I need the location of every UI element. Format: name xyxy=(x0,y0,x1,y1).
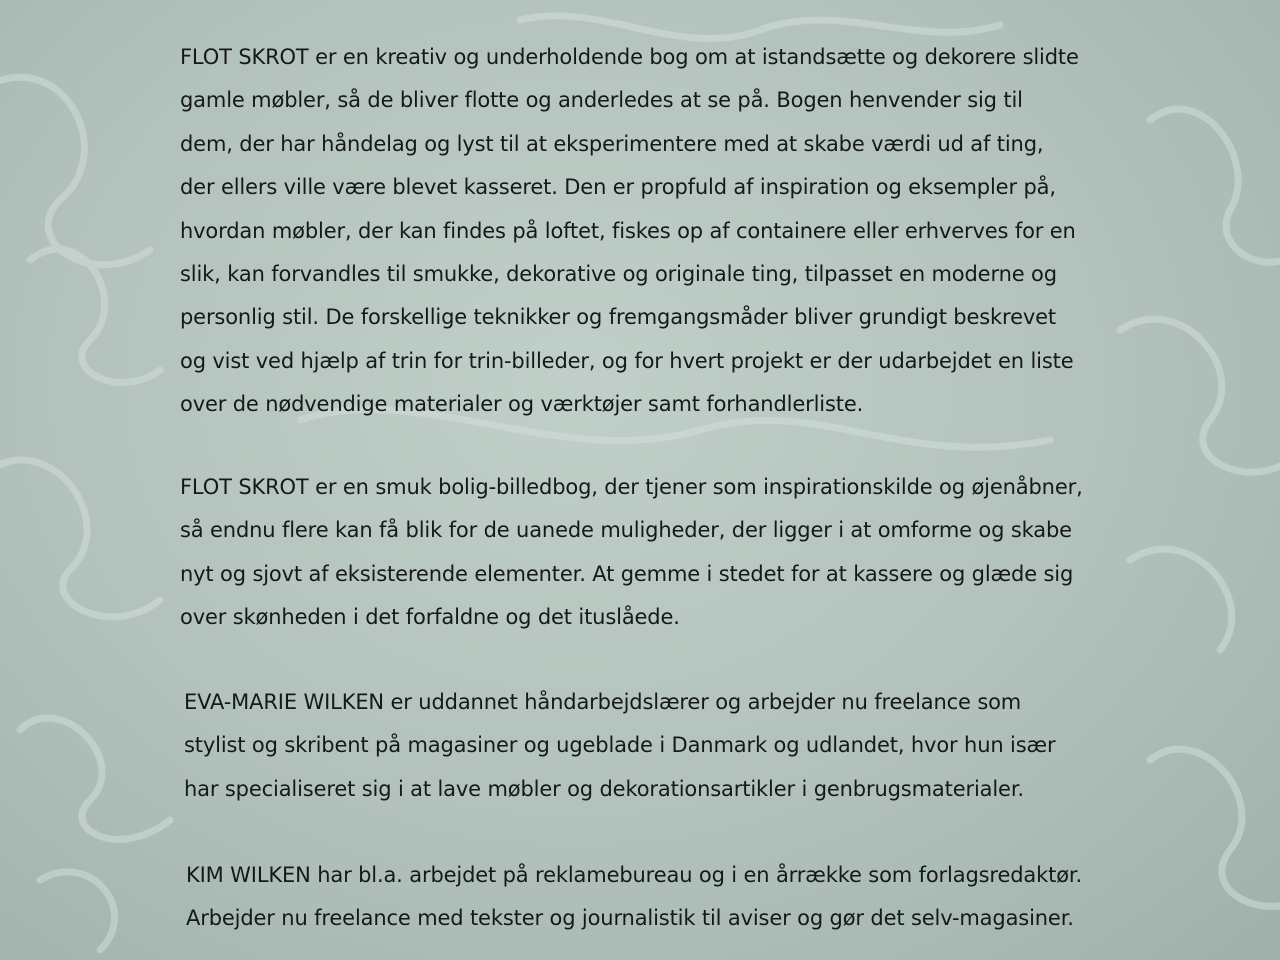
text-line: over de nødvendige materialer og værktøjer samt forhandlerliste. xyxy=(180,392,864,417)
text-line: har specialiseret sig i at lave møbler og dekorationsartikler i genbrugsmaterialer. xyxy=(184,776,1024,801)
text-line: gamle møbler, så de bliver flotte og anderledes at se på. Bogen henvender sig til xyxy=(180,88,1023,113)
script-stroke xyxy=(0,460,160,617)
paragraph-author-eva-marie xyxy=(184,681,1055,811)
text-line: personlig stil. De forskellige teknikker og fremgangsmåder bliver grundigt beskrevet xyxy=(180,305,1056,330)
text-line: over skønheden i det forfaldne og det ituslåede. xyxy=(180,605,680,630)
text-line: EVA-MARIE WILKEN er uddannet håndarbejdslærer og arbejder nu freelance som xyxy=(184,690,1022,714)
script-stroke xyxy=(20,718,170,839)
script-stroke xyxy=(1150,749,1280,906)
text-line: så endnu flere kan få blik for de uanede muligheder, der ligger i at omforme og skabe xyxy=(180,518,1072,543)
text-line: FLOT SKROT er en smuk bolig-billedbog, der tjener som inspirationskilde og øjenåbner, xyxy=(180,475,1083,499)
text-line: KIM WILKEN har bl.a. arbejdet på reklamebureau og i en årrække som forlagsredaktør. xyxy=(186,863,1082,887)
text-line: Arbejder nu freelance med tekster og journalistik til aviser og gør det selv-magasiner. xyxy=(186,906,1074,931)
text-line: stylist og skribent på magasiner og ugeblade i Danmark og udlandet, hvor hun især xyxy=(184,733,1056,758)
paragraph-book-summary xyxy=(180,466,1083,640)
script-stroke xyxy=(0,77,150,264)
script-stroke xyxy=(30,249,160,382)
text-line: hvordan møbler, der kan findes på loftet, fiskes op af containere eller erhverves for en xyxy=(180,218,1076,243)
script-stroke xyxy=(40,872,115,950)
text-line: slik, kan forvandles til smukke, dekorative og originale ting, tilpasset en moderne og xyxy=(180,262,1057,287)
script-stroke xyxy=(1120,319,1280,472)
paragraph-author-kim xyxy=(186,854,1082,941)
text-line: dem, der har håndelag og lyst til at eksperimentere med at skabe værdi ud af ting, xyxy=(180,131,1044,156)
text-line: og vist ved hjælp af trin for trin-billeder, og for hvert projekt er der udarbejdet en liste xyxy=(180,348,1074,373)
script-stroke xyxy=(1150,109,1280,262)
text-line: der ellers ville være blevet kasseret. Den er propfuld af inspiration og eksempler på, xyxy=(180,175,1056,200)
text-line: FLOT SKROT er en kreativ og underholdende bog om at istandsætte og dekorere slidte xyxy=(180,45,1079,69)
paragraph-book-description xyxy=(180,36,1079,427)
script-stroke xyxy=(1130,549,1232,650)
text-line: nyt og sjovt af eksisterende elementer. At gemme i stedet for at kassere og glæde sig xyxy=(180,561,1074,586)
